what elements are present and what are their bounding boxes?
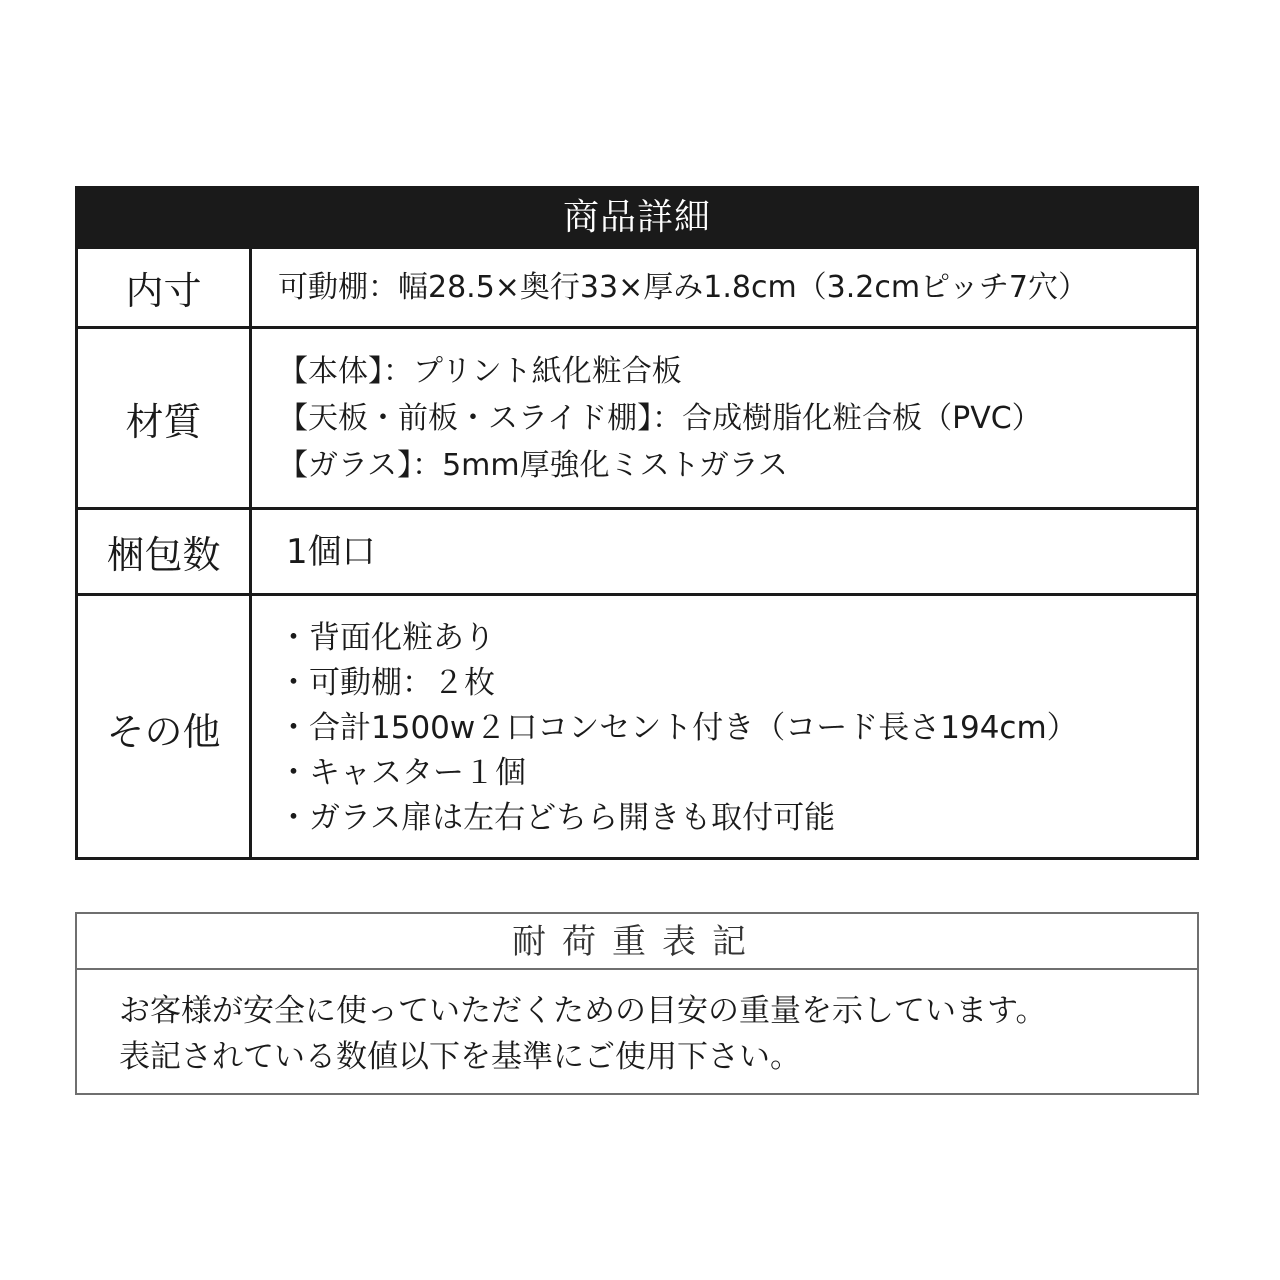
value-line: 【天板・前板・スライド棚】：合成樹脂化粧合板（PVC） bbox=[278, 400, 1042, 436]
value-line: ・背面化粧あり bbox=[278, 619, 495, 656]
row-value bbox=[252, 596, 1196, 860]
value-line: 【ガラス】：5mm厚強化ミストガラス bbox=[278, 447, 788, 483]
row-label: 内寸 bbox=[78, 249, 252, 326]
row-value bbox=[252, 249, 1196, 326]
note-line: お客様が安全に使っていただくための目安の重量を示しています。 bbox=[119, 993, 1047, 1029]
product-details-table bbox=[75, 186, 1199, 860]
load-capacity-note bbox=[75, 912, 1199, 1095]
row-label: 梱包数 bbox=[78, 510, 252, 593]
value-line: ・可動棚：２枚 bbox=[278, 664, 495, 701]
row-other bbox=[78, 593, 1196, 860]
value-line: ・合計1500w２口コンセント付き（コード長さ194cm） bbox=[278, 709, 1078, 746]
row-material bbox=[78, 326, 1196, 507]
value-line: ・キャスター１個 bbox=[278, 754, 526, 791]
row-dimensions bbox=[78, 246, 1196, 326]
note-line: 表記されている数値以下を基準にご使用下さい。 bbox=[119, 1039, 801, 1075]
row-package-count bbox=[78, 507, 1196, 593]
row-label: 材質 bbox=[78, 329, 252, 507]
value-line: ・ガラス扉は左右どちら開きも取付可能 bbox=[278, 799, 836, 836]
row-value bbox=[252, 329, 1196, 507]
value-line: 【本体】：プリント紙化粧合板 bbox=[278, 353, 682, 389]
load-note-title: 耐荷重表記 bbox=[77, 914, 1197, 970]
value-line: 可動棚：幅28.5×奥行33×厚み1.8cm（3.2cmピッチ7穴） bbox=[278, 269, 1088, 305]
row-value bbox=[252, 510, 1196, 593]
load-note-body bbox=[77, 970, 1197, 1080]
row-label: その他 bbox=[78, 596, 252, 860]
value-line: 1個口 bbox=[286, 531, 376, 572]
details-title: 商品詳細 bbox=[78, 189, 1196, 246]
